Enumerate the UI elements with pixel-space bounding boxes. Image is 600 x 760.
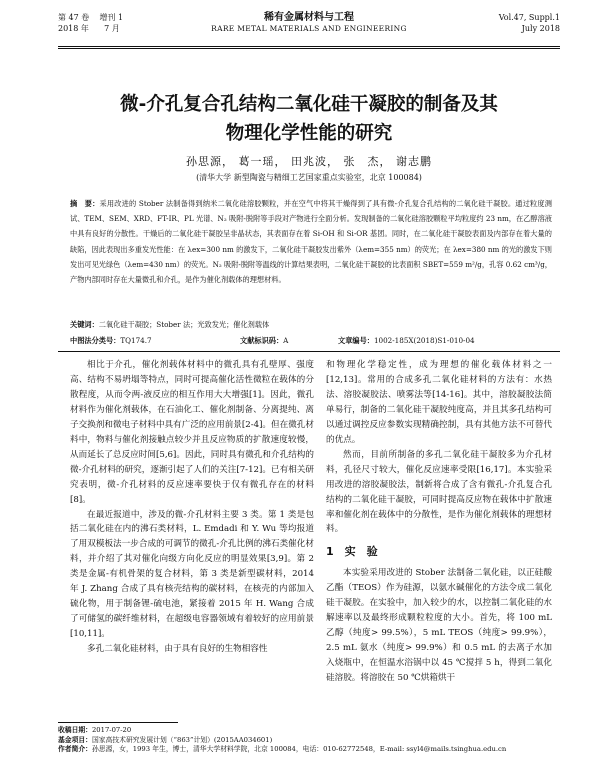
paragraph: 和物理化学稳定性，成为理想的催化载体材料之一[12,13]。常用的合成多孔二氧化硅材料的方法有：水热法、溶胶凝胶法、喷雾法等[14-16]。其中，溶胶凝胶法简单易行，制备的二氧化硅干凝胶纯度高，并且其多孔结构可以通过调控反应参数实现精确控制，具有其他方法不可替代的优点。 <box>326 360 552 445</box>
header-right <box>499 12 560 34</box>
article-number-value: 1002-185X(2018)S1-010-04 <box>373 336 475 345</box>
paragraph: 在最近报道中，涉及的微-介孔材料主要 3 类。第 1 类是包括二氧化硅在内的沸石类材料，L. Emdadi 和 Y. Wu 等均报道了用双模板法一步合成的可调节的微孔-介孔比例的沸石类催化材料，并介绍了其对催化向级方向化反应的明显效果[3,9]。第 2 类是金属-有机骨架的复合材料，第 3 类是新型碳材料，2014 年 J. Zhang 合成了具有核壳结构的碳材料，在核壳的内部加入硫化物，用于制备锂-硫电池，紧接着 2015 年 H. Wang 合成了可储氢的碳纤维材料，在超级电容器领域有着较好的应用前景[10,11]。 <box>70 509 314 640</box>
article-number-field <box>338 336 475 346</box>
keywords-text: 二氧化硅干凝胶；Stober 法；光致发光；催化剂载体 <box>98 320 270 329</box>
date-en: July 2018 <box>521 24 560 33</box>
clc-value: TQ174.7 <box>120 336 152 345</box>
fund-text: 国家高技术研究发展计划（“863”计划）(2015AA034601) <box>91 735 273 744</box>
body-column-left <box>70 358 314 657</box>
authors: 孙思源， 葛一瑶， 田兆波， 张 杰， 谢志鹏 <box>186 155 432 168</box>
paragraph: 相比于介孔，催化剂载体材料中的微孔具有孔壁厚、强度高、结构不易坍塌等特点，同时可提高催化活性微粒在载体的分散程度，从而令两-液反应的相互作用大大增强[1]。因此，微孔材料作为催化剂载体，在石油化工、催化剂制备、分离提纯、离子交换剂和微电子材料中具有广泛的应用前景[2-4]。但在微孔材料中，物料与催化剂接触点较少并且反应物质的扩散速度较慢，从而延长了总反应时间[5,6]。因此，同时具有微孔和介孔结构的微-介孔材料的研究，逐渐引起了人们的关注[7-12]。已有相关研究表明，微-介孔材料的反应速率要快于仅有微孔存在的材料[8]。 <box>70 360 314 505</box>
footnote-rule <box>58 722 178 723</box>
doc-code-value: A <box>283 336 289 345</box>
abstract-label: 摘 要： <box>70 199 100 208</box>
header-rule-thin <box>58 48 560 49</box>
abstract-text: 采用改进的 Stober 法制备得到纳米二氧化硅溶胶颗粒，并在空气中将其干燥得到了具有微-介孔复合孔结构的二氧化硅干凝胶。通过粒度测试、TEM、SEM、XRD、FT-IR、PL 光谱、N₂ 吸附-脱附等手段对产物进行全面分析。发现制备的二氧化硅溶胶颗粒平均粒度约 23 nm，在乙醇溶液中具有良好的分散性。干燥后的二氧化硅干凝胶呈非晶状态，其表面存在着 Si-OH 和 Si-OR 基团。同时，在二氧化硅干凝胶表面及内部存在着大量的缺陷，因此表现出多重发光性能：在 λex=300 nm 的激发下，二氧化硅干凝胶发出紫外（λem=355 nm）的荧光；在 λex=380 nm 的光的激发下则发出可见光绿色（λem=430 nm）的荧光。N₂ 吸附-脱附等温线的计算结果表明，二氧化硅干凝胶的比表面积 SBET=559 m²/g，孔容 0.62 cm³/g，产物内部同时存在大量微孔和介孔，是作为催化剂载体的理想材料。 <box>70 199 552 285</box>
paragraph: 多孔二氧化硅材料，由于具有良好的生物相容性 <box>87 644 268 655</box>
paragraph: 然而，目前所制备的多孔二氧化硅干凝胶多为介孔材料，孔径尺寸较大，催化反应速率受限[16,17]。本实验采用改进的溶胶凝胶法，制新将合成了含有微孔-介孔复合孔结构的二氧化硅干凝胶，可同时提高反应物在载体中扩散速率和催化剂在载体中的分散性，是作为催化剂载体的理想材料。 <box>326 449 552 535</box>
author-bio-text: 孙思源，女，1993 年生，博士，清华大学材料学院，北京 100084，电话：010-62772548，E-mail: ssyl4@mails.tsinghua.edu.cn <box>91 745 507 753</box>
footnote <box>58 726 560 755</box>
clc-field <box>70 336 152 346</box>
paper-title <box>58 90 560 148</box>
title-line-1: 微-介孔复合孔结构二氧化硅干凝胶的制备及其 <box>120 94 498 115</box>
article-number-label: 文章编号： <box>338 336 374 345</box>
abstract-rule <box>58 351 560 352</box>
issue: 增刊 1 <box>99 13 124 22</box>
clc-label: 中图法分类号： <box>70 336 121 345</box>
doc-code-field <box>240 336 288 346</box>
keywords <box>70 320 552 330</box>
keywords-label: 关键词： <box>70 320 99 329</box>
year: 2018 年 <box>58 24 89 33</box>
journal-title-en: RARE METAL MATERIALS AND ENGINEERING <box>211 24 407 33</box>
title-line-2: 物理化学性能的研究 <box>225 123 393 144</box>
header-center <box>58 12 560 34</box>
journal-title-cn: 稀有金属材料与工程 <box>264 12 354 23</box>
body-column-right <box>326 358 552 686</box>
volume-en: Vol.47, Suppl.1 <box>498 13 560 22</box>
fund-label: 基金项目： <box>58 735 92 744</box>
paragraph: 本实验采用改进的 Stober 法制备二氧化硅，以正硅酸乙酯（TEOS）作为硅源，以氨水碱催化的方法令成二氧化硅干凝胶。在实验中，加入较少的水，以控制二氧化硅的水解速率以及最终形成颗粒粒度的大小。首先，将 100 mL 乙醇（纯度> 99.5%），5 mL TEOS（纯度> 99.9%），2.5 mL 氨水（纯度> 99.9%）和 0.5 mL 的去离子水加入烧瓶中，在恒温水浴锅中以 45 ℃搅拌 5 h，得到二氧化硅溶胶。将溶胶在 50 ℃烘箱烘干 <box>326 568 552 684</box>
month: 7 月 <box>104 24 120 33</box>
author-bio-label: 作者简介： <box>58 745 92 753</box>
header-rule <box>58 46 560 47</box>
section-heading: 1 实 验 <box>326 545 378 559</box>
received-label: 收稿日期： <box>58 726 92 734</box>
abstract <box>70 196 552 287</box>
affiliation: (清华大学 新型陶瓷与精细工艺国家重点实验室，北京 100084) <box>196 173 422 182</box>
received-date: 2017-07-20 <box>91 726 132 734</box>
volume: 第 47 卷 <box>58 13 90 22</box>
doc-code-label: 文献标识码： <box>240 336 284 345</box>
